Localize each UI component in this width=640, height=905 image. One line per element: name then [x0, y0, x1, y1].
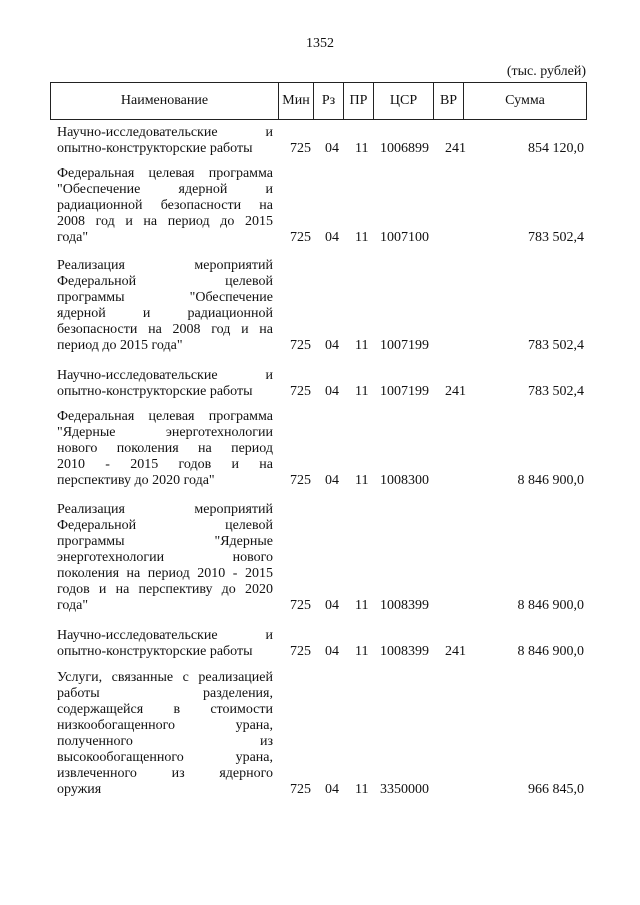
- header-sum: Сумма: [505, 93, 545, 108]
- row-rz: 04: [325, 384, 339, 399]
- row-name-line: опытно-конструкторские работы: [57, 644, 253, 659]
- page-number: 1352: [306, 36, 334, 51]
- row-name: [57, 628, 273, 660]
- row-name-line: Федеральная целевая программа: [57, 409, 273, 424]
- row-min: 725: [290, 338, 311, 353]
- row-name-line: высокообогащенного урана,: [57, 750, 273, 765]
- row-name-line: Федеральная целевая программа: [57, 166, 273, 181]
- row-name-line: период до 2015 года": [57, 338, 183, 353]
- row-csr: 1008399: [380, 598, 429, 613]
- header-rz: Рз: [314, 83, 344, 119]
- row-pr: 11: [355, 384, 369, 399]
- row-sum: 783 502,4: [528, 338, 584, 353]
- row-name-line: программы "Обеспечение: [57, 290, 273, 305]
- header-name: Наименование: [51, 83, 279, 119]
- row-name-line: Научно-исследовательские и: [57, 628, 273, 643]
- row-name-line: 2010 - 2015 годов и на: [57, 457, 273, 472]
- row-csr: 1007199: [380, 384, 429, 399]
- row-name: [57, 258, 273, 354]
- row-name-line: радиационной безопасности на: [57, 198, 273, 213]
- table-row: [57, 125, 587, 157]
- row-vr: 241: [445, 141, 466, 156]
- row-name-line: содержащейся в стоимости: [57, 702, 273, 717]
- table-row: [57, 670, 587, 798]
- row-name-line: Федеральной целевой: [57, 518, 273, 533]
- row-csr: 1008300: [380, 473, 429, 488]
- row-name-line: года": [57, 230, 89, 245]
- row-name-line: работы разделения,: [57, 686, 273, 701]
- row-name-line: 2008 год и на период до 2015: [57, 214, 273, 229]
- row-rz: 04: [325, 141, 339, 156]
- row-name-line: годов и на перспективу до 2020: [57, 582, 273, 597]
- row-name-line: опытно-конструкторские работы: [57, 141, 253, 156]
- row-pr: 11: [355, 230, 369, 245]
- row-sum: 8 846 900,0: [517, 598, 584, 613]
- row-name-line: оружия: [57, 782, 102, 797]
- table-row: [57, 502, 587, 614]
- row-min: 725: [290, 473, 311, 488]
- row-name-line: полученного из: [57, 734, 273, 749]
- row-csr: 1007100: [380, 230, 429, 245]
- header-min: Мин: [279, 83, 314, 119]
- row-name-line: "Обеспечение ядерной и: [57, 182, 273, 197]
- row-sum: 8 846 900,0: [517, 473, 584, 488]
- row-rz: 04: [325, 230, 339, 245]
- header-pr: ПР: [344, 83, 374, 119]
- row-name: [57, 368, 273, 400]
- row-min: 725: [290, 141, 311, 156]
- row-vr: 241: [445, 384, 466, 399]
- row-name-line: нового поколения на период: [57, 441, 273, 456]
- row-rz: 04: [325, 338, 339, 353]
- header-csr: ЦСР: [374, 83, 434, 119]
- table-header: [50, 82, 587, 120]
- row-name: [57, 125, 273, 157]
- row-name-line: Реализация мероприятий: [57, 502, 273, 517]
- row-min: 725: [290, 384, 311, 399]
- row-sum: 783 502,4: [528, 384, 584, 399]
- row-name-line: ядерной и радиационной: [57, 306, 273, 321]
- row-sum: 783 502,4: [528, 230, 584, 245]
- row-name: [57, 409, 273, 489]
- row-name-line: перспективу до 2020 года": [57, 473, 215, 488]
- row-name-line: Научно-исследовательские и: [57, 368, 273, 383]
- row-rz: 04: [325, 598, 339, 613]
- table-row: [57, 166, 587, 246]
- row-min: 725: [290, 782, 311, 797]
- row-name-line: "Ядерные энерготехнологии: [57, 425, 273, 440]
- row-pr: 11: [355, 473, 369, 488]
- row-sum: 8 846 900,0: [517, 644, 584, 659]
- row-name: [57, 670, 273, 798]
- row-name-line: опытно-конструкторские работы: [57, 384, 253, 399]
- row-name-line: извлеченного из ядерного: [57, 766, 273, 781]
- row-name-line: программы "Ядерные: [57, 534, 273, 549]
- row-rz: 04: [325, 473, 339, 488]
- row-csr: 1006899: [380, 141, 429, 156]
- table-row: [57, 628, 587, 660]
- row-vr: 241: [445, 644, 466, 659]
- row-pr: 11: [355, 644, 369, 659]
- row-name: [57, 166, 273, 246]
- row-csr: 3350000: [380, 782, 429, 797]
- row-sum: 966 845,0: [528, 782, 584, 797]
- table-row: [57, 368, 587, 400]
- row-name-line: поколения на период 2010 - 2015: [57, 566, 273, 581]
- table-row: [57, 409, 587, 489]
- row-name-line: энерготехнологии нового: [57, 550, 273, 565]
- row-csr: 1007199: [380, 338, 429, 353]
- row-name-line: Федеральной целевой: [57, 274, 273, 289]
- row-min: 725: [290, 644, 311, 659]
- row-min: 725: [290, 598, 311, 613]
- units-label: (тыс. рублей): [506, 64, 586, 79]
- row-pr: 11: [355, 338, 369, 353]
- row-name-line: Научно-исследовательские и: [57, 125, 273, 140]
- header-vr: ВР: [434, 83, 464, 119]
- row-name-line: Услуги, связанные с реализацией: [57, 670, 273, 685]
- row-name-line: безопасности на 2008 год и на: [57, 322, 273, 337]
- row-name: [57, 502, 273, 614]
- row-name-line: года": [57, 598, 89, 613]
- row-rz: 04: [325, 782, 339, 797]
- row-pr: 11: [355, 782, 369, 797]
- row-csr: 1008399: [380, 644, 429, 659]
- table-row: [57, 258, 587, 354]
- row-rz: 04: [325, 644, 339, 659]
- row-min: 725: [290, 230, 311, 245]
- row-pr: 11: [355, 141, 369, 156]
- row-sum: 854 120,0: [528, 141, 584, 156]
- row-name-line: низкообогащенного урана,: [57, 718, 273, 733]
- row-name-line: Реализация мероприятий: [57, 258, 273, 273]
- row-pr: 11: [355, 598, 369, 613]
